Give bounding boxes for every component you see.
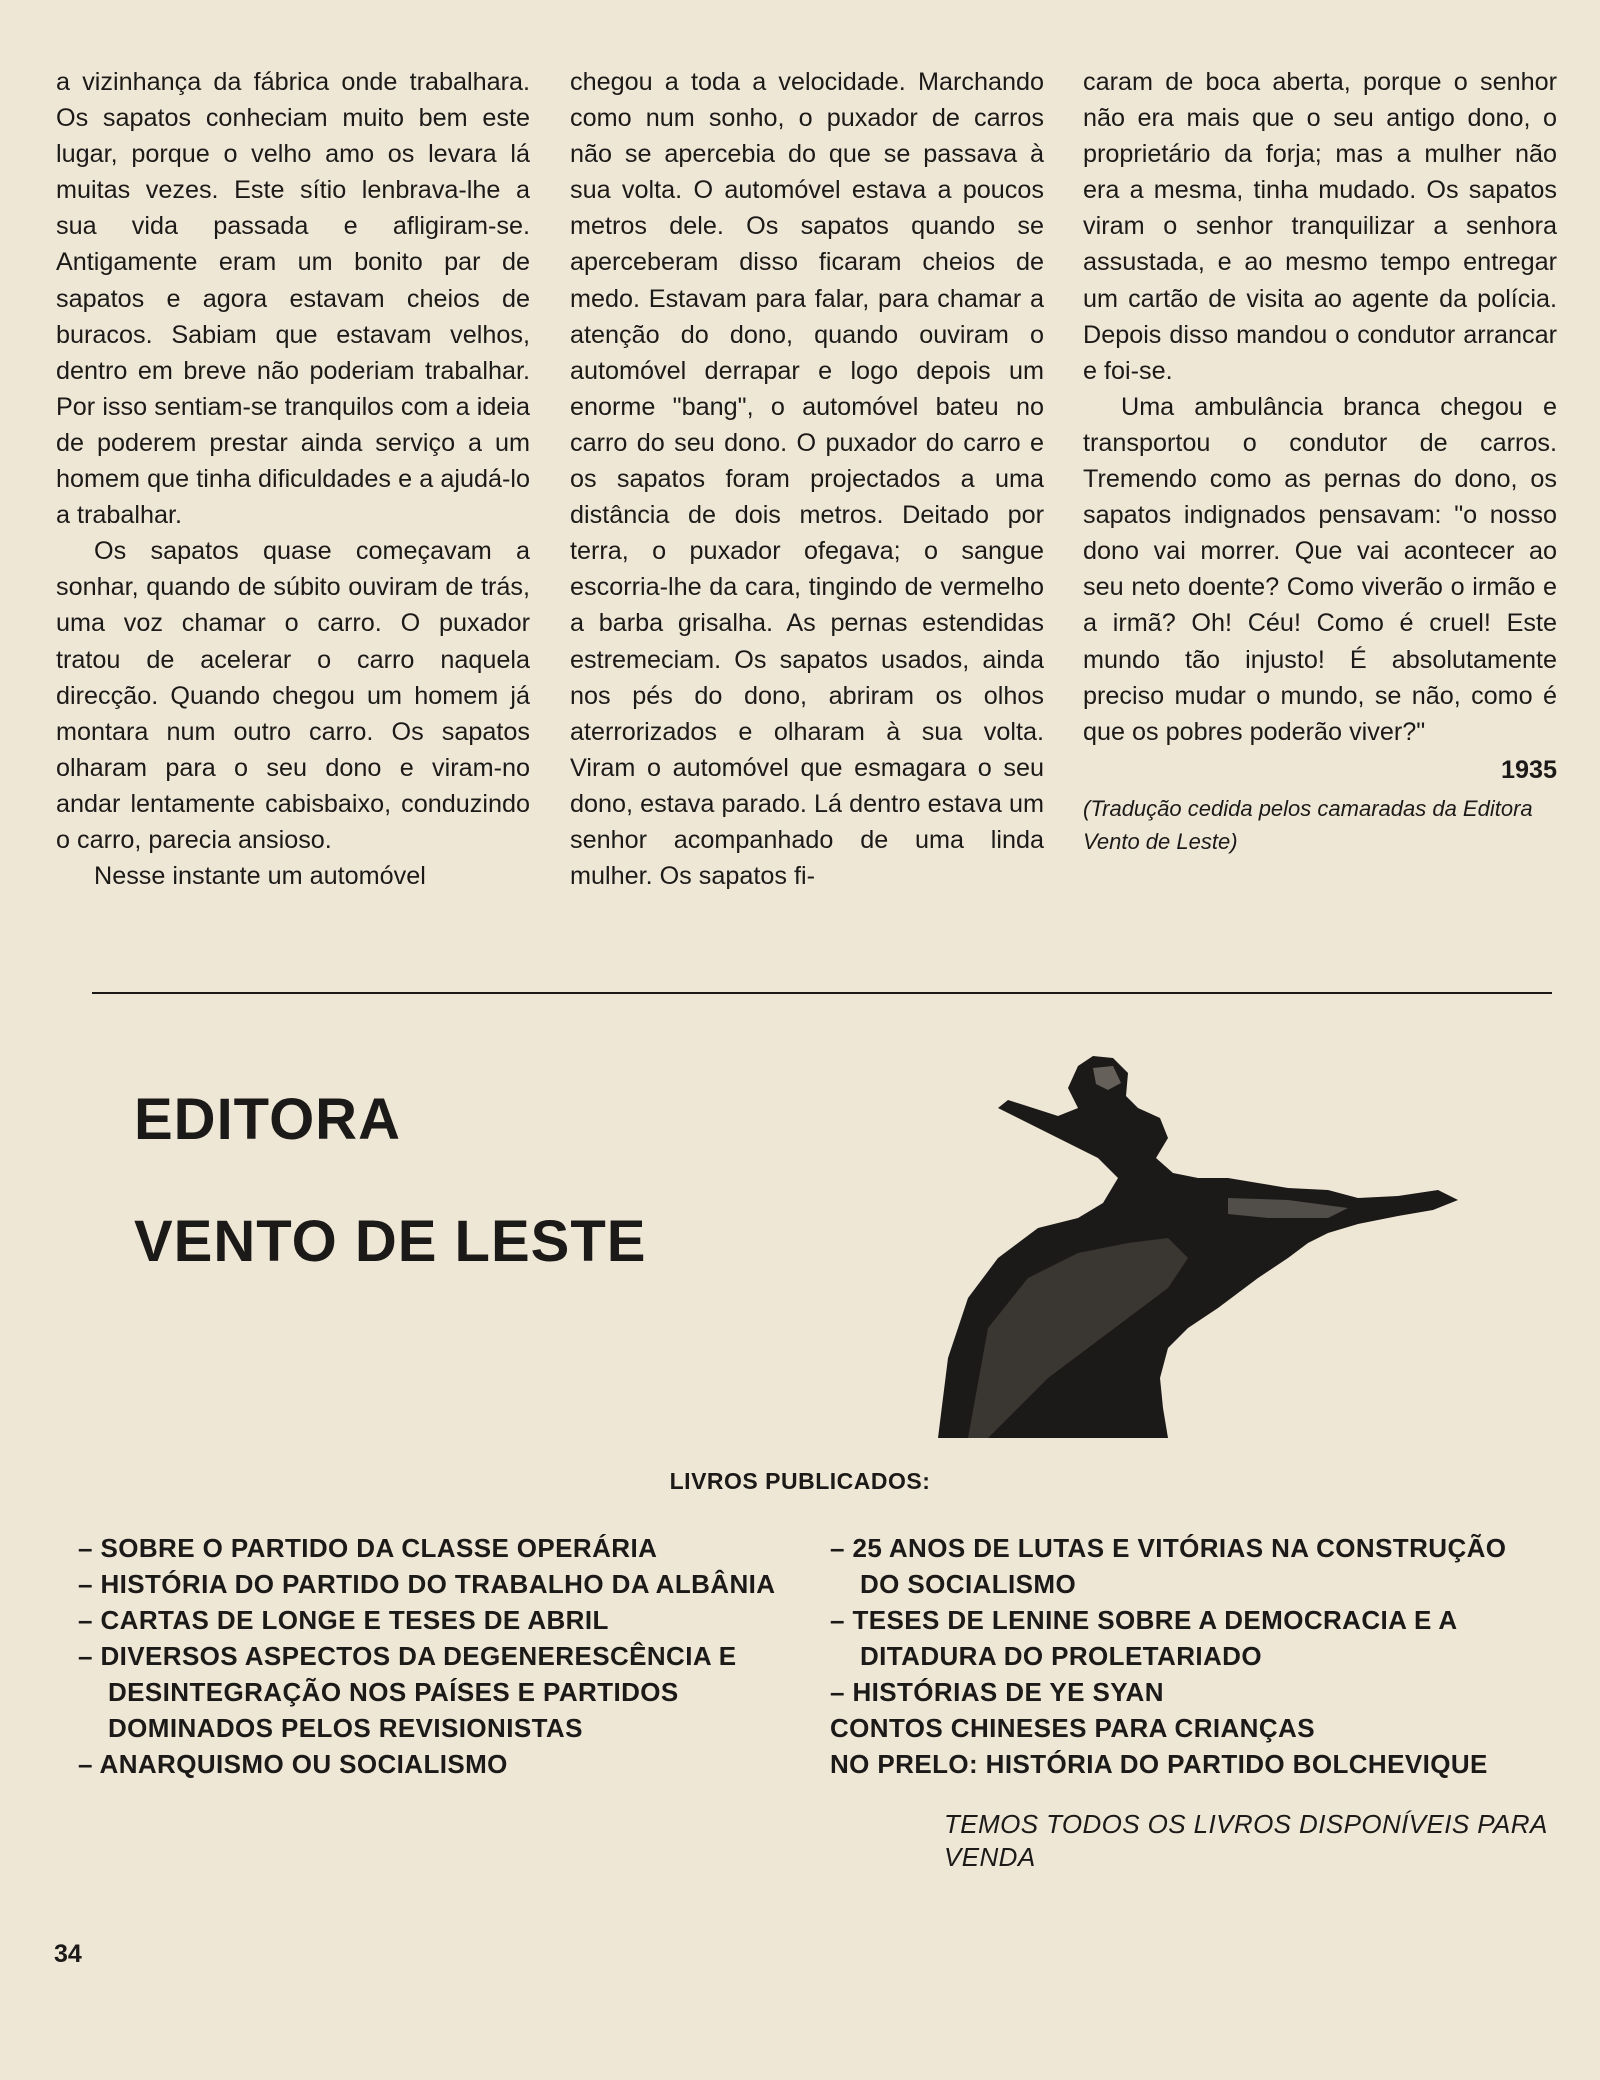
availability-note: TEMOS TODOS OS LIVROS DISPONÍVEIS PARA VENDA [944, 1809, 1547, 1872]
revolutionary-statue-icon [928, 1028, 1464, 1438]
article-paragraph: Nesse instante um automóvel [94, 862, 426, 891]
article-column-2 [570, 64, 1044, 894]
article-paragraph: Uma ambulância branca chegou e transportou o condutor de carros. Tremendo como as pernas do dono, os sapatos indignados pensavam: "o nosso dono vai morrer. Que vai acontecer ao seu neto doente? Como viverão o irmão e a irmã? Oh! Céu! Como é cruel! Este mundo tão injusto! É absolutamente preciso mudar o mundo, se não, como é que os pobres poderão viver?" [1083, 392, 1557, 746]
publisher-title-line-1: EDITORA [134, 1087, 401, 1152]
forthcoming-book: NO PRELO: HISTÓRIA DO PARTIDO BOLCHEVIQUE [830, 1749, 1488, 1779]
page-number: 34 [54, 1940, 82, 1968]
article-year: 1935 [1500, 755, 1557, 784]
translation-credit: (Tradução cedida pelos camaradas da Editora Vento de Leste) [1083, 795, 1533, 854]
book-title: – CARTAS DE LONGE E TESES DE ABRIL [78, 1605, 609, 1635]
publisher-title-line-2: VENTO DE LESTE [134, 1209, 647, 1274]
article-column-3 [1083, 64, 1557, 858]
book-title: CONTOS CHINESES PARA CRIANÇAS [830, 1713, 1315, 1743]
article-paragraph: caram de boca aberta, porque o senhor não era mais que o seu antigo dono, o proprietário da forja; mas a mulher não era a mesma, tinha mudado. Os sapatos viram o senhor tranquilizar a senhora assustada, e ao mesmo tempo entregar um cartão de visita ao agente da polícia. Depois disso mandou o condutor arrancar e foi-se. [1083, 68, 1557, 385]
article-paragraph: a vizinhança da fábrica onde trabalhara. Os sapatos conheciam muito bem este lugar, porque o velho amo os levara lá muitas vezes. Este sítio lenbrava-lhe a sua vida passada e afligiram-se. Antigamente eram um bonito par de sapatos e agora estavam cheios de buracos. Sabiam que estavam velhos, dentro em breve não poderiam trabalhar. Por isso sentiam-se tranquilos com a ideia de poderem prestar ainda serviço a um homem que tinha dificuldades e a ajudá-lo a trabalhar. [56, 68, 530, 530]
book-title: – HISTÓRIAS DE YE SYAN [830, 1677, 1164, 1707]
section-divider [92, 992, 1552, 994]
published-books-list-2 [830, 1530, 1550, 1782]
book-title: – ANARQUISMO OU SOCIALISMO [78, 1749, 508, 1779]
books-heading: LIVROS PUBLICADOS: [669, 1468, 931, 1494]
article-paragraph: Os sapatos quase começavam a sonhar, quando de súbito ouviram de trás, uma voz chamar o carro. O puxador tratou de acelerar o carro naquela direcção. Quando chegou um homem já montara num outro carro. Os sapatos olharam para o seu dono e viram-no andar lentamente cabisbaixo, conduzindo o carro, parecia ansioso. [56, 537, 530, 854]
book-title: – SOBRE O PARTIDO DA CLASSE OPERÁRIA [78, 1533, 658, 1563]
article-paragraph: chegou a toda a velocidade. Marchando como num sonho, o puxador de carros não se apercebia do que se passava à sua volta. O automóvel estava a poucos metros dele. Os sapatos quando se aperceberam disso ficaram cheios de medo. Estavam para falar, para chamar a atenção do dono, quando ouviram o automóvel derrapar e logo depois um enorme "bang", o automóvel bateu no carro do seu dono. O puxador do carro e os sapatos foram projectados a uma distância de dois metros. Deitado por terra, o puxador ofegava; o sangue escorria-lhe da cara, tingindo de vermelho a barba grisalha. As pernas estendidas estremeciam. Os sapatos usados, ainda nos pés do dono, abriram os olhos aterrorizados e olharam à sua volta. Viram o automóvel que esmagara o seu dono, estava parado. Lá dentro estava um senhor acompanhado de uma linda mulher. Os sapatos fi- [570, 68, 1044, 891]
book-title: – TESES DE LENINE SOBRE A DEMOCRACIA E A DITADURA DO PROLETARIADO [830, 1605, 1457, 1671]
book-title: – 25 ANOS DE LUTAS E VITÓRIAS NA CONSTRUÇÃO DO SOCIALISMO [830, 1533, 1507, 1599]
article-column-1 [56, 64, 530, 894]
published-books-list [78, 1530, 798, 1782]
book-title: – DIVERSOS ASPECTOS DA DEGENERESCÊNCIA E DESINTEGRAÇÃO NOS PAÍSES E PARTIDOS DOMINADOS PELOS REVISIONISTAS [78, 1641, 737, 1743]
book-title: – HISTÓRIA DO PARTIDO DO TRABALHO DA ALBÂNIA [78, 1569, 776, 1599]
